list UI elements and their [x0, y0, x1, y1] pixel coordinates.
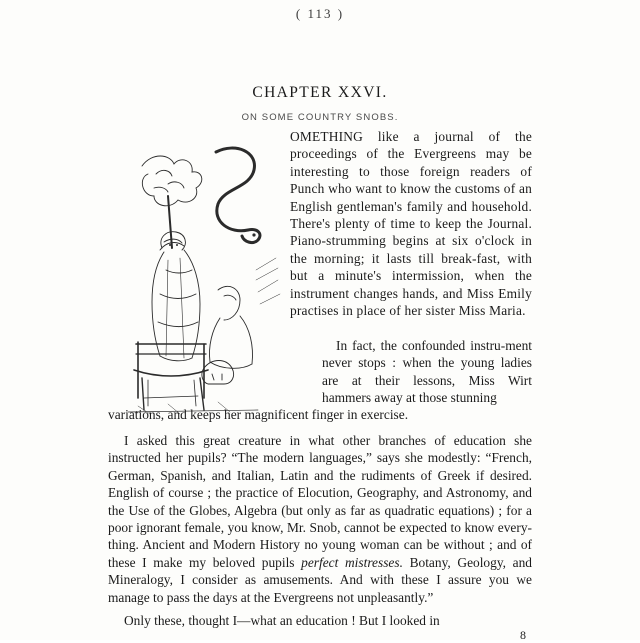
paragraph-opening: [290, 128, 532, 319]
paragraph-second: In fact, the confounded instru-ment never stops : when the young ladies are at their lessons, Miss Wirt hammers away at those stunning: [322, 338, 532, 406]
chapter-subtitle: ON SOME COUNTRY SNOBS.: [241, 112, 399, 123]
page-folio: ( 113 ): [295, 6, 345, 21]
speech-part-b: Botany, Geology, and Mineralogy, I consider as amusements. And with these I assure you we manage to pass the days at the Evergreens not unpleasantly.”: [108, 554, 532, 605]
paragraph-governess-speech: [108, 432, 532, 606]
chapter-illustration: [108, 130, 283, 415]
signature-mark: 8: [520, 628, 526, 642]
paragraph-closing: Only these, thought I—what an education ! But I looked in: [124, 613, 440, 628]
speech-part-a: I asked this great creature in what other branches of education she instructed her pupils? “The modern languages,” says she modestly: “French, German, Spanish, and Italian, Latin and the rudiments of Greek if desired. English of course ; the practice of Elocution, Geography, and Astronomy, and the Use of the Globes, Algebra (but only as far as quadratic equations) ; for a poor ignorant female, you know, Mr. Snob, cannot be expected to know every-thing. Ancient and Modern History no young woman can be without ; and of these I make my beloved pupils: [108, 433, 532, 570]
paragraph-second-runon: variations, and keeps her magnificent finger in exercise.: [108, 407, 409, 422]
speech-italic-phrase: perfect mistresses.: [301, 554, 403, 570]
paragraph-opening-text: OMETHING like a journal of the proceedings of the Evergreens may be interesting to those foreign readers of Punch who want to know the customs of an English gentleman's family and household. There's plenty of time to keep the Journal. Piano-strumming begins at six o'clock in the morning; it lasts till break-fast, with but a minute's intermission, when the instrument changes hands, and Miss Emily practises in place of her sister Miss Maria.: [290, 129, 532, 319]
chapter-title: CHAPTER XXVI.: [252, 84, 388, 101]
